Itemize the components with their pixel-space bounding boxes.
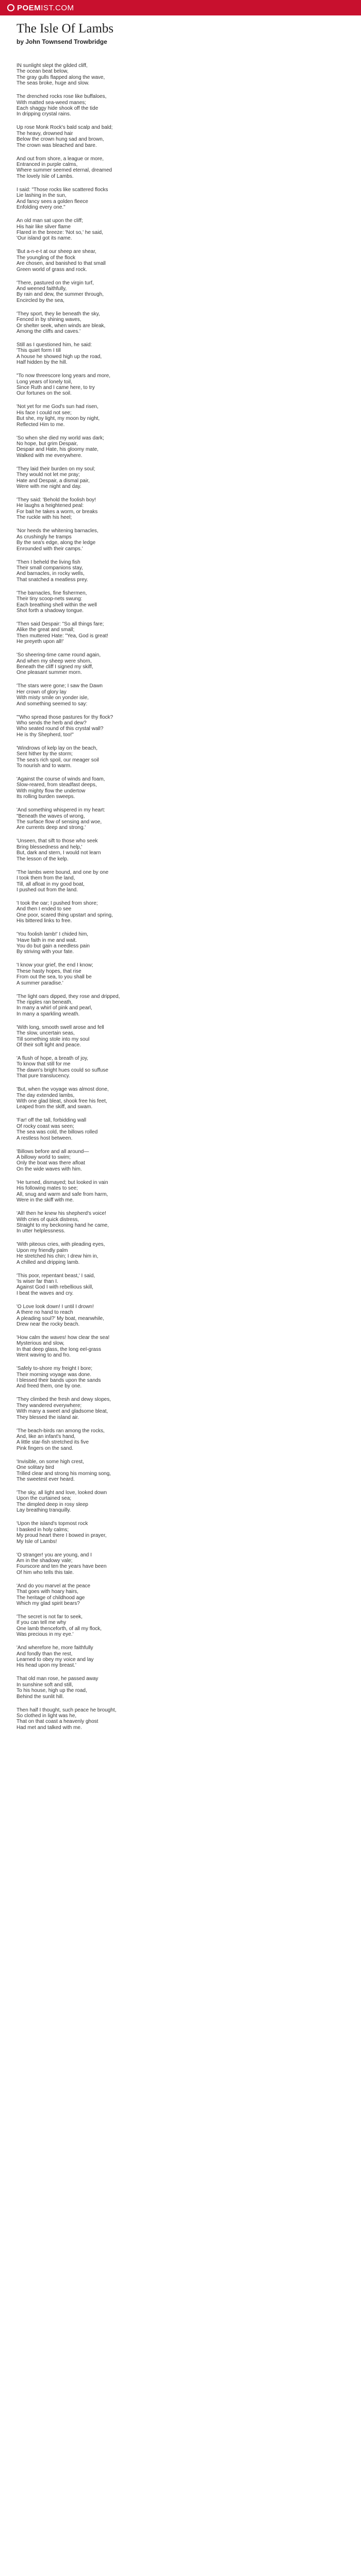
- poem-line: Long years of lonely toil,: [17, 379, 72, 385]
- poem-line: "To now threescore long years and more,: [17, 373, 110, 379]
- stanza: [17, 1242, 305, 1265]
- poem-line: Went waving to and fro.: [17, 1352, 71, 1359]
- poem-title: The Isle Of Lambs: [17, 22, 114, 36]
- poem-line: A summer paradise.': [17, 980, 63, 986]
- poem-line: IN sunlight slept the gilded cliff,: [17, 63, 88, 69]
- poem-line: Mysterious and slow,: [17, 1341, 64, 1347]
- poem-line: Of rocky coast was seen;: [17, 1123, 74, 1129]
- stanza: [17, 373, 305, 397]
- poem-line: Fenced in by shining waves,: [17, 317, 81, 323]
- poem-line: That snatched a meatless prey.: [17, 577, 88, 583]
- poem-line: The day extended lambs,: [17, 1092, 75, 1098]
- poem-line: 'With piteous cries, with pleading eyes,: [17, 1242, 105, 1248]
- poem-line: If you can tell me why: [17, 1620, 67, 1626]
- poem-line: His bittered links to free.: [17, 918, 72, 924]
- logo-icon: [7, 4, 14, 11]
- stanza: [17, 1056, 305, 1079]
- poem-line: In dripping crystal rains.: [17, 111, 71, 117]
- poem-line: And out from shore, a league or more,: [17, 156, 104, 162]
- stanza: [17, 560, 305, 583]
- poem-line: Lie lashing in the sun,: [17, 193, 67, 199]
- poem-line: 'I know your grief, the end I know;: [17, 962, 93, 969]
- poem-line: Each shaggy hide shook off the tide: [17, 106, 99, 112]
- poem-line: An old man sat upon the cliff;: [17, 218, 83, 224]
- poem-line: The ruckle with his heel;: [17, 515, 72, 521]
- stanza: [17, 1025, 305, 1048]
- poem-line: As crushingly he tramps: [17, 534, 72, 540]
- poem-line: 'And something whispered in my heart:: [17, 807, 105, 814]
- poem-line: 'Then said Despair: "So all things fare;: [17, 621, 104, 627]
- poem-line: I basked in holy calms;: [17, 1527, 69, 1533]
- poem-line: Upon my friendly palm: [17, 1247, 68, 1253]
- poem-line: That goes with hoary hairs,: [17, 1589, 79, 1595]
- poem-line: To know that still for me: [17, 1061, 71, 1067]
- poem-line: But, dark and stern, I would not learn: [17, 850, 101, 856]
- poem-line: My proud heart there I bowed in prayer,: [17, 1533, 107, 1539]
- poem-line: 'The barnacles, fine fishermen,: [17, 590, 87, 596]
- poem-line: I beat the waves and cry.: [17, 1290, 74, 1296]
- poem-line: Encircled by the sea,: [17, 297, 64, 303]
- poem-line: From out the sea, to you shall be: [17, 974, 92, 980]
- poem-line: And fondly than the rest,: [17, 1651, 73, 1657]
- stanza: [17, 528, 305, 552]
- poem-line: Green world of grass and rock.: [17, 266, 87, 273]
- stanza: [17, 901, 305, 924]
- poem-line: The lovely Isle of Lambs.: [17, 173, 74, 179]
- stanza: [17, 311, 305, 335]
- poem-line: His hair like silver flame: [17, 224, 71, 230]
- poem-line: Hate and Despair, a dismal pair,: [17, 478, 90, 484]
- poem-line: Was precious in my eye.': [17, 1632, 74, 1638]
- poem-line: 'The stars were gone; I saw the Dawn: [17, 683, 103, 689]
- poem-line: His face I could not see;: [17, 410, 72, 416]
- poem-line: Or shelter seek, when winds are bleak,: [17, 323, 106, 329]
- poem-line: In many a sparkling wreath.: [17, 1011, 80, 1017]
- poem-line: Up rose Monk Rock's bald scalp and bald;: [17, 125, 113, 131]
- poem-line: 'Windrows of kelp lay on the beach,: [17, 745, 97, 751]
- poem-line: 'Unseen, that sift to those who seek: [17, 838, 98, 844]
- poem-line: The ocean beat below,: [17, 69, 69, 75]
- stanza: [17, 1117, 305, 1141]
- poem-line: By rain and dew, the summer through,: [17, 292, 104, 298]
- poem-line: Half hidden by the hill.: [17, 360, 68, 366]
- stanza: [17, 1428, 305, 1452]
- poem-line: I took them from the land,: [17, 875, 75, 882]
- poem-line: 'Have faith in me and wait.: [17, 937, 77, 943]
- poem-line: "Beneath the waves of wrong,: [17, 813, 85, 819]
- poem-line: Are currents deep and strong.': [17, 825, 86, 831]
- poem-line: 'Upon the island's topmost rock: [17, 1521, 88, 1527]
- poem-line: 'Is wiser far than I.: [17, 1278, 58, 1284]
- poem-line: Leaped from the skiff, and swam.: [17, 1104, 93, 1110]
- poem-line: 'But, when the voyage was almost done,: [17, 1087, 109, 1093]
- poem-line: Till something stole into my soul: [17, 1036, 90, 1042]
- poem-line: Behind the sunlit hill.: [17, 1693, 64, 1700]
- poem-line: And something seemed to say:: [17, 701, 88, 707]
- poem-content: [17, 22, 305, 1738]
- poem-line: So clothed in light was he,: [17, 1713, 77, 1719]
- poem-body: [17, 63, 305, 1731]
- poem-line: And when my sheep were shorn,: [17, 658, 92, 664]
- poem-line: They blessed the island air.: [17, 1414, 79, 1420]
- poem-line: Despair and Hate, his gloomy mate,: [17, 447, 99, 453]
- stanza: [17, 776, 305, 800]
- poem-line: With mighty flow the undertow: [17, 788, 86, 794]
- logo-light: IST.COM: [41, 3, 74, 12]
- poem-line: Am in the shadowy vale;: [17, 1557, 73, 1564]
- poem-line: With cries of quick distress,: [17, 1216, 79, 1223]
- poem-line: The sweetest ever heard.: [17, 1477, 75, 1483]
- poem-line: Shot forth a shadowy tongue.: [17, 607, 84, 614]
- poem-line: Enfolding every one.": [17, 205, 65, 211]
- poem-line: And weened faithfully,: [17, 285, 67, 292]
- poem-line: 'The light oars dipped, they rose and dripped,: [17, 993, 120, 999]
- poem-line: 'Not yet for me God's sun had risen,: [17, 404, 99, 410]
- poem-line: Alike the great and small;: [17, 627, 75, 633]
- poem-line: 'All! then he knew his shepherd's voice!: [17, 1211, 106, 1217]
- top-bar: [0, 0, 361, 15]
- poem-line: 'There, pastured on the virgin turf,: [17, 280, 94, 286]
- poem-line: I blessed their bands upon the sands: [17, 1378, 101, 1383]
- poem-line: A there no hand to reach: [17, 1310, 73, 1316]
- poem-line: By the sea's edge, along the ledge: [17, 540, 96, 546]
- poem-line: Of him who tells this tale.: [17, 1569, 74, 1575]
- poem-line: Entranced in purple calms,: [17, 162, 78, 168]
- poem-line: Who sends the herb and dew?: [17, 720, 87, 726]
- poem-line: He is thy Shepherd, too!": [17, 732, 74, 738]
- poem-line: That old man rose, he passed away: [17, 1676, 99, 1682]
- poem-line: 'Billows before and all around—: [17, 1148, 89, 1155]
- poem-line: He stretched his chin; I drew him in,: [17, 1253, 99, 1260]
- poem-line: The sea's rich spoil, our meager soil: [17, 757, 99, 763]
- logo-bold: POEM: [17, 3, 41, 12]
- poem-line: Still as I questioned him, he said:: [17, 342, 92, 348]
- stanza: [17, 497, 305, 521]
- poem-line: 'O stranger! you are young, and I: [17, 1552, 92, 1558]
- poem-line: They would not let me pray;: [17, 472, 80, 478]
- poem-line: One solitary bird: [17, 1465, 54, 1471]
- poem-line: And barnacles, in rocky wells,: [17, 571, 85, 577]
- poem-line: Each breathing shell within the well: [17, 602, 97, 608]
- poem-line: Lay breathing tranquilly.: [17, 1507, 71, 1514]
- poem-line: The surface flow of sensing and woe,: [17, 819, 102, 825]
- poem-line: Bring blessedness and help,': [17, 844, 83, 850]
- poem-line: Straight to my beckoning hand he came,: [17, 1222, 109, 1228]
- poem-line: They wandered everywhere;: [17, 1402, 82, 1409]
- poem-line: I said: "Those rocks like scattered flocks: [17, 187, 108, 193]
- poem-line: Till, all afloat in my good boat,: [17, 881, 85, 887]
- stanza: [17, 63, 305, 87]
- poem-line: 'The secret is not far to seek,: [17, 1614, 83, 1620]
- stanza: [17, 156, 305, 180]
- poem-line: 'Against the course of winds and foam,: [17, 776, 105, 783]
- stanza: [17, 1583, 305, 1607]
- poem-line: He preyeth upon all!': [17, 639, 64, 645]
- poem-line: Who seated round of this crystal wall?: [17, 726, 104, 732]
- poem-line: 'And do you marvel at the peace: [17, 1583, 91, 1589]
- poem-line: Sent hither by the storm;: [17, 751, 73, 757]
- poem-line: Fourscore and ten the years have been: [17, 1564, 107, 1570]
- poem-line: A restless host between.: [17, 1135, 73, 1141]
- stanza: [17, 1614, 305, 1638]
- poem-line: No hope, but grim Despair,: [17, 441, 78, 447]
- stanza: [17, 218, 305, 242]
- poem-line: '"Who spread those pastures for thy flock?: [17, 714, 113, 720]
- poem-line: A chilled and dripping lamb.: [17, 1259, 80, 1265]
- poem-line: And, like an infant's hand,: [17, 1434, 76, 1440]
- stanza: [17, 435, 305, 459]
- stanza: [17, 621, 305, 645]
- poem-line: The drenched rocks rose like buffaloes,: [17, 94, 107, 100]
- poem-line: Their tiny scoop-nets swung:: [17, 596, 83, 602]
- stanza: [17, 1149, 305, 1173]
- stanza: [17, 187, 305, 211]
- stanza: [17, 838, 305, 862]
- poem-line: Then half I thought, such peace he brought,: [17, 1707, 117, 1713]
- stanza: [17, 994, 305, 1018]
- poem-line: The gray gulls flapped along the wave,: [17, 74, 105, 80]
- stanza: [17, 1490, 305, 1514]
- poem-line: 'He turned, dismayed; but looked in vain: [17, 1179, 108, 1185]
- poem-line: Reflected Him to me.: [17, 421, 65, 428]
- poem-line: On the wide waves with him.: [17, 1166, 82, 1172]
- poem-line: All, snug and warm and safe from harm,: [17, 1191, 108, 1197]
- stanza: [17, 342, 305, 366]
- poem-line: The crown was bleached and bare.: [17, 142, 97, 148]
- poem-line: The ripples ran beneath,: [17, 999, 73, 1005]
- poem-author: by John Townsend Trowbridge: [17, 38, 107, 45]
- poem-line: 'The beach-birds ran among the rocks,: [17, 1428, 105, 1434]
- stanza: [17, 1087, 305, 1110]
- poem-line: Upon the curtained sea;: [17, 1496, 72, 1502]
- poem-line: Then muttered Hate: "Yea, God is great!: [17, 633, 108, 639]
- poem-line: 'They laid their burden on my soul;: [17, 466, 95, 472]
- poem-line: 'But a-n-e-t at our sheep are shear,: [17, 249, 96, 255]
- stanza: [17, 249, 305, 273]
- poem-line: That pure translucency.: [17, 1073, 70, 1079]
- stanza: [17, 1676, 305, 1700]
- poem-line: Beneath the cliff I signed my skiff,: [17, 664, 93, 670]
- stanza: [17, 1521, 305, 1545]
- stanza: [17, 652, 305, 676]
- poem-line: And fancy sees a golden fleece: [17, 198, 88, 205]
- poem-line: His head upon my breast.': [17, 1663, 76, 1669]
- poem-line: The sea was cold, the billows rolled: [17, 1129, 98, 1136]
- poem-line: 'I took the oar; I pushed from shore;: [17, 900, 98, 906]
- poem-line: 'This poor, repentant beast,' I said,: [17, 1273, 95, 1279]
- poem-line: You do but gain a needless pain: [17, 943, 90, 949]
- poem-line: Their morning voyage was done.: [17, 1371, 92, 1378]
- stanza: [17, 125, 305, 148]
- poem-line: 'And wherefore he, more faithfully: [17, 1645, 93, 1651]
- poem-line: 'Nor heeds the whitening barnacles,: [17, 528, 99, 534]
- stanza: [17, 404, 305, 428]
- poem-line: But she, my light, my moon by night,: [17, 416, 100, 422]
- poem-line: The seas broke, huge and slow.: [17, 80, 90, 87]
- poem-line: 'So sheering-time came round again,: [17, 652, 101, 658]
- poem-line: With one glad bleat, shook free his feet,: [17, 1098, 107, 1105]
- poem-line: 'A flush of hope, a breath of joy,: [17, 1056, 89, 1061]
- poem-line: 'Safely to-shore my freight I bore;: [17, 1366, 92, 1372]
- poem-line: 'They said: 'Behold the foolish boy!: [17, 497, 96, 503]
- poem-line: And then I ended to see: [17, 906, 72, 912]
- stanza: [17, 1335, 305, 1359]
- stanza: [17, 280, 305, 304]
- poem-line: A pleading soul?' My boat, meanwhile,: [17, 1315, 104, 1321]
- poem-line: The heritage of childhood age: [17, 1595, 85, 1601]
- poem-line: The dawn's bright hues could so suffuse: [17, 1067, 108, 1073]
- poem-line: With many a sweet and gladsome bleat,: [17, 1409, 108, 1415]
- stanza: [17, 94, 305, 117]
- poem-line: A billowy world to swim;: [17, 1155, 71, 1161]
- poem-line: Only the boat was there afloat: [17, 1160, 85, 1166]
- poem-line: One lamb thenceforth, of all my flock,: [17, 1625, 102, 1632]
- poem-line: Of their soft light and peace.: [17, 1042, 81, 1048]
- poem-line: Walked with me everywhere.: [17, 452, 83, 459]
- poem-line: A little star-fish stretched its five: [17, 1439, 89, 1446]
- poem-line: 'Far! off the tall, forbidding wall: [17, 1117, 87, 1124]
- stanza: [17, 1273, 305, 1297]
- poem-line: And freed them, one by one.: [17, 1383, 82, 1389]
- poem-line: Were with me night and day.: [17, 484, 81, 490]
- stanza: [17, 807, 305, 831]
- poem-line: Flared in the breeze: 'Not so,' he said,: [17, 229, 103, 235]
- poem-line: In many a whirl of pink and pearl,: [17, 1005, 92, 1011]
- poem-line: Against God I with rebellious skill,: [17, 1284, 93, 1291]
- stanza: [17, 1552, 305, 1576]
- poem-line: 'Invisible, on some high crest,: [17, 1459, 84, 1465]
- poem-line: With misty smile on yonder isle,: [17, 695, 89, 701]
- stanza: [17, 1304, 305, 1328]
- stanza: [17, 1180, 305, 1204]
- poem-line: 'O Love look down! I until I drown!: [17, 1303, 94, 1310]
- poem-line: Since Ruth and I came here, to try: [17, 385, 95, 391]
- poem-line: Pink fingers on the sand.: [17, 1445, 74, 1451]
- stanza: [17, 683, 305, 707]
- poem-line: 'Then I beheld the living fish: [17, 559, 80, 565]
- stanza: [17, 466, 305, 490]
- stanza: [17, 1211, 305, 1234]
- stanza: [17, 1459, 305, 1483]
- poem-line: His following mates to see;: [17, 1185, 78, 1192]
- poem-line: A house he showed high up the road,: [17, 353, 102, 360]
- poem-line: In sunshine soft and still,: [17, 1682, 73, 1688]
- poem-line: The slow, uncertain seas,: [17, 1030, 75, 1037]
- stanza: [17, 931, 305, 955]
- poem-line: Drew near the rocky beach.: [17, 1321, 80, 1327]
- poem-line: One pleasant summer morn.: [17, 670, 82, 676]
- poem-line: Were in the skiff with me.: [17, 1197, 74, 1204]
- poem-line: 'So when she died my world was dark;: [17, 435, 104, 441]
- poem-line: Are chosen, and banished to that small: [17, 261, 106, 267]
- stanza: [17, 870, 305, 893]
- poem-line: 'Our island got its name.: [17, 235, 72, 242]
- poem-line: 'They climbed the fresh and dewy slopes,: [17, 1397, 111, 1403]
- poem-line: In utter helplessness.: [17, 1228, 65, 1234]
- poem-line: 'The lambs were bound, and one by one: [17, 869, 109, 875]
- poem-line: 'You foolish lamb!' I chided him,: [17, 931, 89, 938]
- poem-line: The youngling of the flock: [17, 255, 75, 261]
- stanza: [17, 1366, 305, 1389]
- poem-line: 'They sport, they lie beneath the sky,: [17, 311, 100, 317]
- poem-line: 'With long, smooth swell arose and fell: [17, 1024, 104, 1030]
- stanza: [17, 1707, 305, 1731]
- stanza: [17, 1397, 305, 1420]
- poem-line: To his house, high up the road,: [17, 1688, 87, 1694]
- poem-line: Our fortunes on the soil.: [17, 391, 72, 397]
- poem-line: He laughs a heightened peal:: [17, 503, 84, 509]
- stanza: [17, 715, 305, 738]
- poem-line: The heavy, drowned hair: [17, 130, 73, 137]
- poem-line: Had met and talked with me.: [17, 1724, 82, 1731]
- poem-line: Its rolling burden sweeps.: [17, 794, 75, 800]
- stanza: [17, 962, 305, 986]
- poem-line: With matted sea-weed manes;: [17, 99, 87, 106]
- poem-line: 'The sky, all light and love, looked down: [17, 1490, 107, 1496]
- poem-line: Her crown of glory lay: [17, 689, 67, 695]
- poem-line: Which my glad spirit bears?: [17, 1600, 80, 1606]
- poem-line: That on that coast a heavenly ghost: [17, 1719, 99, 1725]
- poem-line: The dimpled deep in rosy sleep: [17, 1501, 88, 1507]
- poem-line: Where summer seemed eternal, dreamed: [17, 167, 112, 174]
- poem-line: The lesson of the kelp.: [17, 856, 69, 862]
- poem-line: Slow-reared, from steadfast deeps,: [17, 782, 97, 788]
- poem-line: 'How calm the waves! how clear the sea!: [17, 1334, 110, 1341]
- poem-line: For bait he takes a worm, or breaks: [17, 509, 98, 515]
- poem-line: In that deep glass, the long eel-grass: [17, 1346, 101, 1352]
- poem-line: Learned to obey my voice and lay: [17, 1656, 94, 1663]
- stanza: [17, 1645, 305, 1669]
- poem-line: To nourish and to warm.: [17, 763, 72, 769]
- site-logo[interactable]: [7, 3, 74, 12]
- poem-line: Among the cliffs and caves.': [17, 328, 81, 334]
- poem-line: 'This quiet form I till: [17, 348, 61, 354]
- poem-line: I pushed out from the land.: [17, 887, 78, 893]
- poem-line: My Isle of Lambs!: [17, 1538, 57, 1545]
- stanza: [17, 590, 305, 614]
- poem-line: Below the crown hung sad and brown,: [17, 137, 104, 143]
- stanza: [17, 745, 305, 769]
- poem-line: Their small companions stay,: [17, 565, 83, 571]
- poem-line: Enrounded with their camps.': [17, 546, 83, 552]
- poem-line: By striving with your fate.: [17, 949, 74, 955]
- poem-line: Trilled clear and strong his morning song,: [17, 1470, 111, 1477]
- poem-line: One poor, scared thing upstart and spring,: [17, 912, 113, 918]
- poem-line: These hasty hopes, that rise: [17, 968, 81, 974]
